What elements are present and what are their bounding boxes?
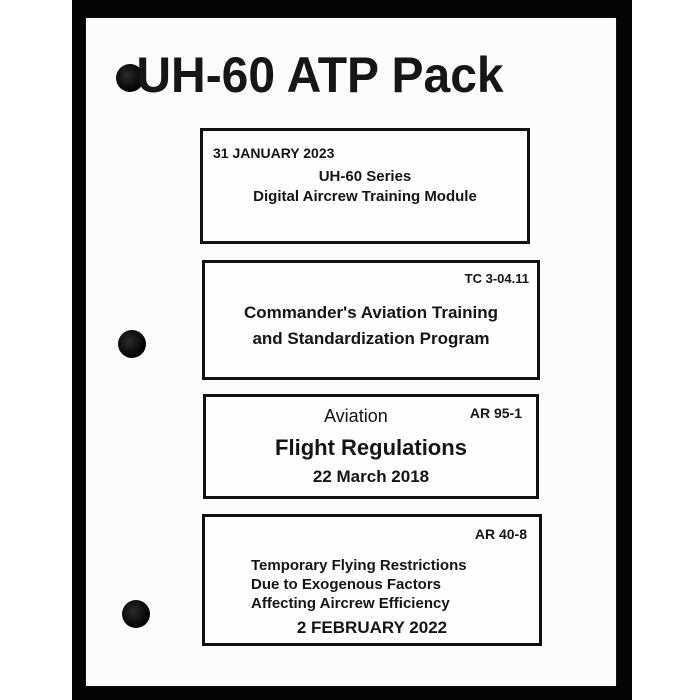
- document-box-ar-40-8: [202, 514, 542, 646]
- box4-date: 2 FEBRUARY 2022: [296, 618, 448, 637]
- box2-line2: and Standardization Program: [252, 329, 490, 348]
- pack-title: UH-60 ATP Pack: [136, 47, 504, 104]
- box4-line1: Temporary Flying Restrictions: [251, 557, 467, 574]
- binder-hole-bottom: [122, 600, 150, 628]
- box1-date: 31 JANUARY 2023: [213, 145, 335, 161]
- document-box-ar-95-1: [203, 394, 539, 499]
- box3-code: AR 95-1: [469, 405, 522, 421]
- box2-line1: Commander's Aviation Training: [243, 303, 499, 322]
- box3-heading: Flight Regulations: [275, 435, 467, 460]
- box4-line2: Due to Exogenous Factors: [251, 576, 442, 593]
- document-box-tc-3-04-11: [202, 260, 540, 380]
- box1-line2: Digital Aircrew Training Module: [253, 188, 477, 205]
- binder-hole-middle: [118, 330, 146, 358]
- box2-code: TC 3-04.11: [464, 271, 529, 286]
- box3-subtitle: Aviation: [324, 406, 388, 426]
- box1-line1: UH-60 Series: [318, 168, 412, 185]
- box4-line3: Affecting Aircrew Efficiency: [251, 595, 450, 612]
- box4-code: AR 40-8: [474, 526, 527, 542]
- box3-date: 22 March 2018: [312, 467, 430, 486]
- document-box-training-module: [200, 128, 530, 244]
